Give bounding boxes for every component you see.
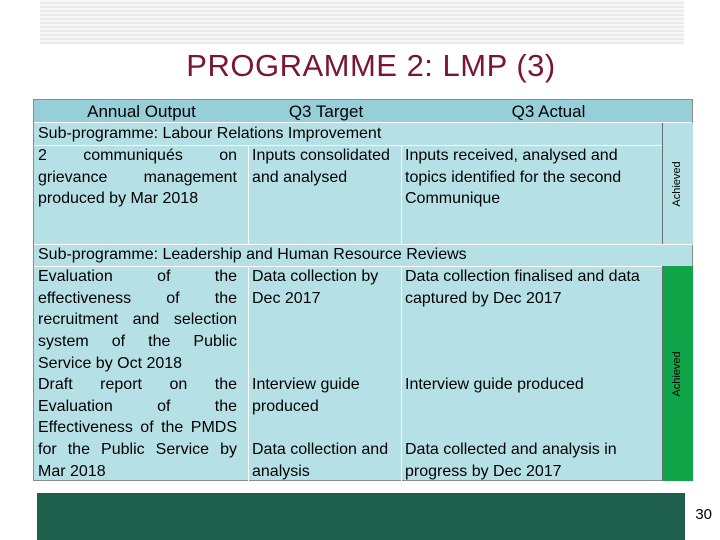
status-achieved-label: Achieved bbox=[671, 350, 684, 397]
table-cell-target: Inputs consolidated and analysed bbox=[252, 147, 390, 186]
table-cell-actual: Data collection finalised and data captured by Dec 2017 bbox=[405, 268, 640, 307]
table-cell-output: 2 communiqués on grievance management produced by Mar 2018 bbox=[38, 147, 237, 208]
column-divider bbox=[401, 145, 402, 245]
header-q3-actual: Q3 Actual bbox=[511, 102, 586, 121]
status-cell bbox=[662, 123, 693, 245]
performance-table bbox=[33, 99, 693, 481]
table-cell-target: Interview guide produced bbox=[252, 376, 360, 415]
header-band bbox=[40, 0, 684, 44]
table-cell-output: Draft report on the Evaluation of the Effectiveness of the PMDS for the Public Service by Mar 2018 bbox=[38, 376, 237, 480]
table-cell-target: Data collection by Dec 2017 bbox=[252, 268, 379, 307]
header-q3-target: Q3 Target bbox=[288, 102, 364, 121]
table-cell-actual: Data collected and analysis in progress by Dec 2017 bbox=[405, 441, 617, 480]
table-header-row bbox=[34, 100, 692, 123]
status-cell bbox=[662, 266, 693, 481]
table-cell-output: Evaluation of the effectiveness of the recruitment and selection system of the Public Service by Oct 2018 bbox=[38, 268, 237, 372]
page-number: 30 bbox=[695, 506, 712, 523]
subprogramme-label: Sub-programme: Leadership and Human Resource Reviews bbox=[38, 246, 467, 263]
subprogramme-label: Sub-programme: Labour Relations Improvement bbox=[38, 125, 382, 142]
column-divider bbox=[248, 145, 249, 245]
header-annual-output: Annual Output bbox=[87, 102, 196, 121]
slide-title: PROGRAMME 2: LMP (3) bbox=[186, 48, 556, 83]
table-cell-actual: Interview guide produced bbox=[405, 376, 584, 393]
table-cell-actual: Inputs received, analysed and topics identified for the second Communique bbox=[405, 147, 622, 208]
footer-bar bbox=[37, 493, 685, 540]
column-divider bbox=[248, 266, 249, 481]
status-achieved-label: Achieved bbox=[671, 161, 684, 207]
table-cell-target: Data collection and analysis bbox=[252, 441, 389, 480]
column-divider bbox=[401, 266, 402, 481]
